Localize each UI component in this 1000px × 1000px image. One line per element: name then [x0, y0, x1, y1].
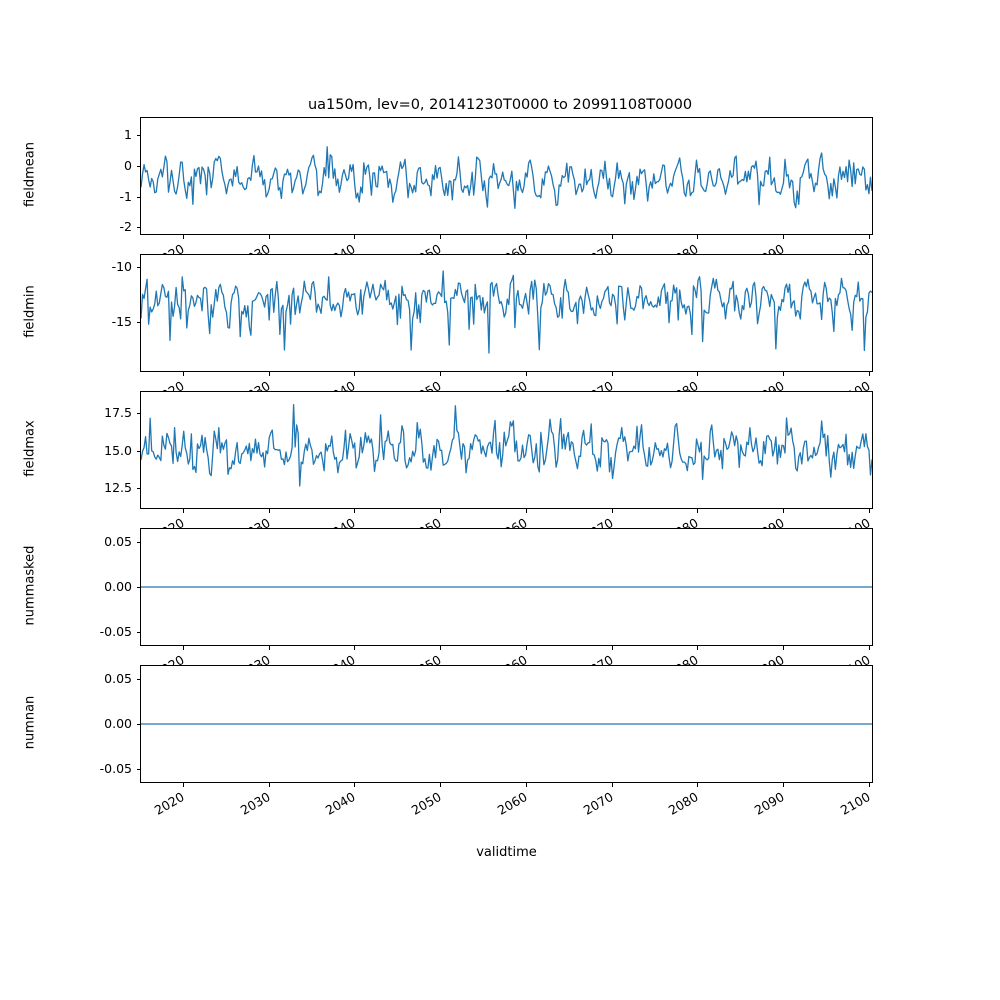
y-tick-mark: [137, 632, 141, 633]
x-tick-mark: [612, 372, 613, 376]
y-tick-label: 1: [124, 127, 132, 143]
x-tick-mark: [783, 509, 784, 513]
y-tick-label: 17.5: [104, 405, 132, 421]
x-tick-mark: [869, 509, 870, 513]
y-tick-mark: [137, 227, 141, 228]
x-tick-mark: [697, 783, 698, 787]
y-tick-mark: [137, 451, 141, 452]
x-tick-mark: [526, 372, 527, 376]
x-tick-mark: [354, 783, 355, 787]
y-tick-mark: [137, 197, 141, 198]
y-tick-label: -0.05: [99, 761, 132, 777]
x-tick-mark: [354, 646, 355, 650]
x-tick-mark: [612, 646, 613, 650]
x-tick-mark: [526, 509, 527, 513]
x-tick-mark: [183, 235, 184, 239]
x-tick-mark: [697, 646, 698, 650]
x-tick-mark: [269, 235, 270, 239]
x-tick-mark: [440, 783, 441, 787]
x-tick-mark: [354, 235, 355, 239]
x-tick-mark: [440, 235, 441, 239]
y-tick-mark: [137, 413, 141, 414]
x-tick-mark: [183, 646, 184, 650]
x-tick-mark: [269, 372, 270, 376]
y-tick-mark: [137, 166, 141, 167]
x-tick-label: 2100: [837, 789, 873, 818]
x-tick-mark: [869, 372, 870, 376]
y-tick-mark: [137, 724, 141, 725]
y-tick-label: 0.00: [104, 716, 132, 731]
plot-panel-fieldmean: [140, 117, 873, 235]
plot-panel-nummasked: [140, 528, 873, 646]
x-tick-mark: [869, 235, 870, 239]
x-tick-mark: [697, 509, 698, 513]
x-tick-mark: [783, 646, 784, 650]
x-axis-label: validtime: [476, 845, 537, 860]
y-tick-label: -1: [119, 188, 132, 204]
x-tick-mark: [269, 646, 270, 650]
x-tick-label: 2030: [237, 789, 273, 818]
x-tick-label: 2080: [665, 789, 701, 818]
x-tick-label: 2090: [751, 789, 787, 818]
y-tick-label: -10: [111, 259, 132, 275]
x-tick-label: 2020: [151, 789, 187, 818]
x-tick-mark: [440, 372, 441, 376]
y-tick-label: -0.05: [99, 624, 132, 640]
x-tick-mark: [183, 509, 184, 513]
x-tick-mark: [269, 509, 270, 513]
plot-area-fieldmax: [141, 392, 872, 508]
data-line-fieldmean: [141, 147, 872, 209]
y-axis-label-numnan: numnan: [22, 695, 38, 750]
y-tick-label: 12.5: [104, 480, 132, 496]
y-tick-label: 15.0: [104, 442, 132, 458]
data-line-fieldmax: [141, 405, 872, 486]
plot-area-nummasked: [141, 529, 872, 645]
plot-panel-fieldmin: [140, 254, 873, 372]
y-tick-label: 0: [124, 158, 132, 174]
y-axis-label-fieldmean: fieldmean: [22, 142, 38, 207]
y-tick-label: 0.00: [104, 579, 132, 594]
x-tick-mark: [183, 372, 184, 376]
plot-area-fieldmean: [141, 118, 872, 234]
y-tick-mark: [137, 587, 141, 588]
y-tick-mark: [137, 769, 141, 770]
y-axis-label-fieldmax: fieldmax: [22, 420, 38, 477]
y-tick-mark: [137, 267, 141, 268]
x-tick-mark: [612, 783, 613, 787]
x-tick-label: 2040: [323, 789, 359, 818]
x-tick-mark: [440, 646, 441, 650]
x-tick-mark: [526, 783, 527, 787]
y-tick-mark: [137, 488, 141, 489]
x-tick-mark: [612, 235, 613, 239]
y-tick-label: 0.05: [104, 533, 132, 549]
y-tick-label: 0.05: [104, 670, 132, 686]
y-tick-mark: [137, 679, 141, 680]
x-tick-mark: [697, 235, 698, 239]
x-tick-mark: [269, 783, 270, 787]
x-tick-mark: [697, 372, 698, 376]
chart-title: ua150m, lev=0, 20141230T0000 to 20991108T0000: [307, 97, 693, 113]
x-tick-mark: [783, 372, 784, 376]
x-tick-mark: [526, 646, 527, 650]
data-line-fieldmin: [141, 271, 872, 353]
x-tick-mark: [612, 509, 613, 513]
x-tick-mark: [526, 235, 527, 239]
plot-area-fieldmin: [141, 255, 872, 371]
plot-area-numnan: [141, 666, 872, 782]
x-tick-mark: [869, 783, 870, 787]
plot-panel-numnan: [140, 665, 873, 783]
x-tick-label: 2060: [494, 789, 530, 818]
y-tick-label: -2: [119, 219, 132, 235]
x-tick-mark: [783, 783, 784, 787]
plot-panel-fieldmax: [140, 391, 873, 509]
x-tick-label: 2050: [408, 789, 444, 818]
x-tick-mark: [183, 783, 184, 787]
y-tick-mark: [137, 542, 141, 543]
y-axis-label-fieldmin: fieldmin: [22, 285, 38, 338]
x-tick-mark: [354, 509, 355, 513]
y-axis-label-nummasked: nummasked: [22, 545, 38, 626]
y-tick-mark: [137, 135, 141, 136]
x-tick-mark: [869, 646, 870, 650]
y-tick-label: -15: [111, 314, 132, 330]
x-tick-label: 2070: [580, 789, 616, 818]
x-tick-mark: [354, 372, 355, 376]
y-tick-mark: [137, 322, 141, 323]
x-tick-mark: [783, 235, 784, 239]
x-tick-mark: [440, 509, 441, 513]
